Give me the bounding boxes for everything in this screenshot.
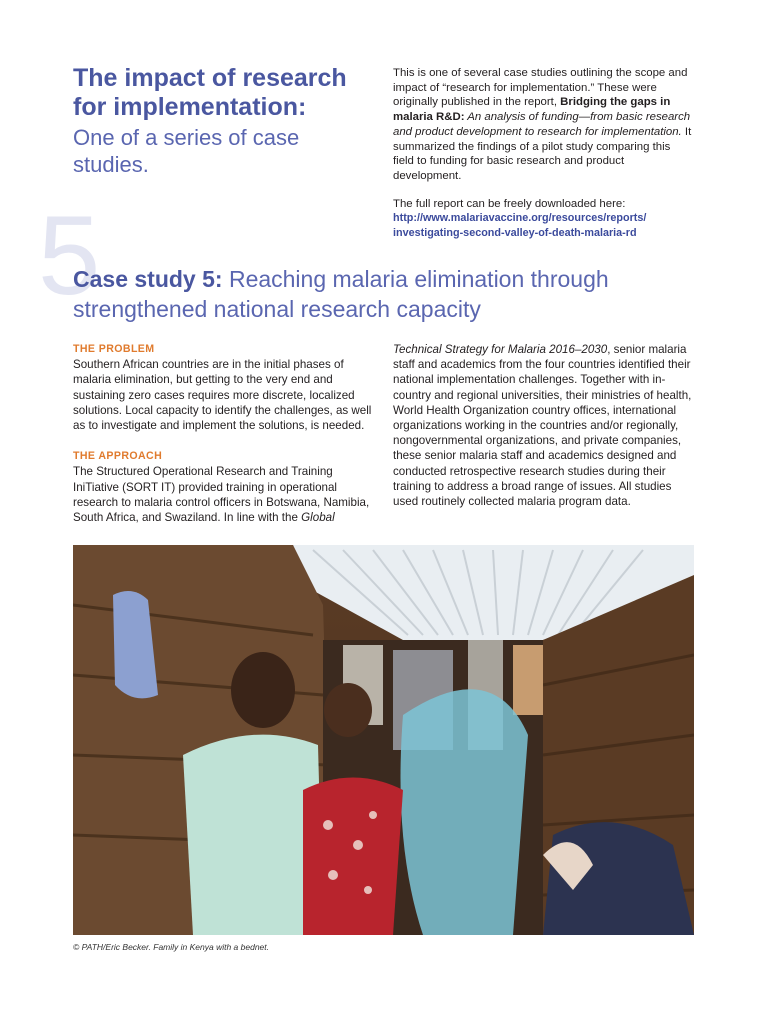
left-column (73, 342, 378, 525)
report-title: Bridging the gaps in malaria R&D: (393, 96, 671, 124)
intro-paragraph (393, 66, 693, 184)
right-paragraph (393, 342, 698, 509)
approach-paragraph (73, 464, 378, 525)
intro-text-end: It summarized the findings of a pilot study comparing this field to funding for basic research and product development. (393, 125, 692, 182)
problem-text: Southern African countries are in the initial phases of malaria elimination, but getting to the very end and sustaining zero cases requires more discrete, localized solutions. Local capacity to identify the challenges, as well as to investigate and implement the solutions, is needed. (73, 358, 372, 433)
problem-label: THE PROBLEM (73, 343, 155, 355)
report-link[interactable] (393, 211, 693, 240)
report-subtitle: An analysis of funding—from basic research and product development to research for implementation. (393, 111, 691, 138)
strategy-title: Technical Strategy for Malaria 2016–2030 (393, 343, 608, 356)
photo-family-bednet (73, 545, 694, 935)
download-text: The full report can be freely downloaded here: (393, 197, 626, 210)
right-text: , senior malaria staff and academics from the four countries identified their national implementation challenges. Together with in-country and regional universities, their ministries of health, World Health Organization country offices, international organizations working in the countries and/or regionally, nongovernmental organizations, and private companies, these senior malaria staff and academics designed and conducted retrospective research studies during their training to address a broad range of issues. All studies used routinely collected malaria program data. (393, 343, 692, 509)
intro-block (393, 66, 693, 241)
case-study-lead: Case study 5: (73, 266, 223, 292)
report-link-line1[interactable]: http://www.malariavaccine.org/resources/reports/ (393, 212, 647, 225)
approach-label: THE APPROACH (73, 450, 163, 463)
page-title: The impact of research for implementation: (73, 64, 347, 121)
report-link-line2[interactable]: investigating-second-valley-of-death-malaria-rd (393, 227, 637, 240)
page-subtitle: One of a series of case studies. (73, 125, 300, 177)
case-study-title (73, 264, 713, 324)
case-number-watermark: 5 (38, 193, 101, 318)
headline (73, 64, 373, 178)
case-study-heading: Reaching malaria elimination through strengthened national research capacity (73, 266, 609, 322)
right-column (393, 342, 698, 509)
approach-text-italic: Global (301, 511, 335, 525)
approach-text: The Structured Operational Research and Training IniTiative (SORT IT) provided training in operational research to malaria control officers in Botswana, Namibia, South Africa, and Swaziland. In line with the (73, 465, 370, 525)
photo-illustration (73, 545, 694, 935)
intro-text-start: This is one of several case studies outlining the scope and impact of “research for implementation.” These were originally published in the report, (393, 67, 688, 109)
photo-caption: © PATH/Eric Becker. Family in Kenya with a bednet. (73, 942, 270, 952)
